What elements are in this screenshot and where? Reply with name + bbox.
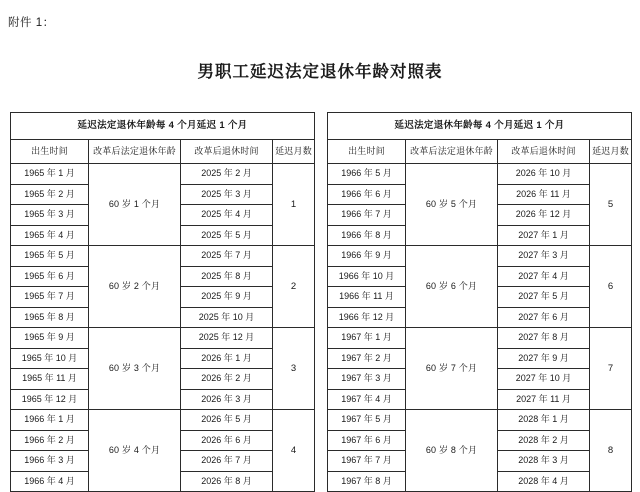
cell-birth: 1965 年 3 月 (11, 205, 89, 226)
cell-age: 60 岁 5 个月 (406, 164, 498, 246)
cell-retire: 2028 年 2 月 (498, 430, 590, 451)
cell-retire: 2026 年 10 月 (498, 164, 590, 185)
cell-delay: 2 (273, 246, 315, 328)
column-header-age: 改革后法定退休年龄 (89, 140, 181, 164)
cell-retire: 2025 年 12 月 (181, 328, 273, 349)
cell-retire: 2025 年 2 月 (181, 164, 273, 185)
cell-birth: 1966 年 9 月 (328, 246, 406, 267)
cell-retire: 2027 年 1 月 (498, 225, 590, 246)
cell-birth: 1966 年 5 月 (328, 164, 406, 185)
cell-retire: 2027 年 8 月 (498, 328, 590, 349)
table-row (328, 246, 632, 267)
cell-retire: 2025 年 7 月 (181, 246, 273, 267)
cell-retire: 2027 年 9 月 (498, 348, 590, 369)
cell-birth: 1967 年 4 月 (328, 389, 406, 410)
cell-age: 60 岁 7 个月 (406, 328, 498, 410)
cell-birth: 1965 年 2 月 (11, 184, 89, 205)
cell-retire: 2027 年 3 月 (498, 246, 590, 267)
cell-birth: 1967 年 7 月 (328, 451, 406, 472)
column-header-birth: 出生时间 (11, 140, 89, 164)
cell-retire: 2026 年 1 月 (181, 348, 273, 369)
cell-delay: 6 (590, 246, 632, 328)
cell-delay: 8 (590, 410, 632, 492)
cell-retire: 2025 年 8 月 (181, 266, 273, 287)
cell-age: 60 岁 4 个月 (89, 410, 181, 492)
table-header-row (11, 140, 315, 164)
cell-birth: 1965 年 4 月 (11, 225, 89, 246)
cell-retire: 2025 年 3 月 (181, 184, 273, 205)
cell-retire: 2026 年 8 月 (181, 471, 273, 492)
cell-delay: 4 (273, 410, 315, 492)
cell-birth: 1965 年 5 月 (11, 246, 89, 267)
column-header-retire: 改革后退休时间 (181, 140, 273, 164)
cell-birth: 1965 年 8 月 (11, 307, 89, 328)
cell-retire: 2026 年 6 月 (181, 430, 273, 451)
cell-birth: 1966 年 1 月 (11, 410, 89, 431)
column-header-age: 改革后法定退休年龄 (406, 140, 498, 164)
cell-retire: 2027 年 11 月 (498, 389, 590, 410)
retirement-schedule-tables (10, 112, 630, 492)
column-header-delay: 延迟月数 (273, 140, 315, 164)
cell-birth: 1967 年 6 月 (328, 430, 406, 451)
column-header-birth: 出生时间 (328, 140, 406, 164)
table-row (11, 246, 315, 267)
cell-retire: 2026 年 7 月 (181, 451, 273, 472)
cell-birth: 1965 年 9 月 (11, 328, 89, 349)
cell-retire: 2026 年 11 月 (498, 184, 590, 205)
column-header-retire: 改革后退休时间 (498, 140, 590, 164)
cell-retire: 2027 年 4 月 (498, 266, 590, 287)
cell-delay: 7 (590, 328, 632, 410)
page-title: 男职工延迟法定退休年龄对照表 (197, 63, 443, 81)
cell-age: 60 岁 1 个月 (89, 164, 181, 246)
cell-birth: 1966 年 6 月 (328, 184, 406, 205)
cell-birth: 1965 年 12 月 (11, 389, 89, 410)
cell-birth: 1967 年 5 月 (328, 410, 406, 431)
cell-delay: 5 (590, 164, 632, 246)
retirement-table-left (10, 112, 315, 492)
table-header-row (328, 140, 632, 164)
column-header-delay: 延迟月数 (590, 140, 632, 164)
table-banner-row (11, 113, 315, 140)
table-banner: 延迟法定退休年龄每 4 个月延迟 1 个月 (328, 113, 632, 140)
cell-retire: 2025 年 9 月 (181, 287, 273, 308)
cell-retire: 2027 年 6 月 (498, 307, 590, 328)
attachment-label: 附件 1： (8, 17, 55, 29)
cell-birth: 1965 年 10 月 (11, 348, 89, 369)
cell-birth: 1966 年 4 月 (11, 471, 89, 492)
cell-birth: 1966 年 12 月 (328, 307, 406, 328)
table-banner-row (328, 113, 632, 140)
cell-age: 60 岁 3 个月 (89, 328, 181, 410)
cell-birth: 1965 年 11 月 (11, 369, 89, 390)
cell-retire: 2026 年 12 月 (498, 205, 590, 226)
cell-retire: 2026 年 2 月 (181, 369, 273, 390)
cell-birth: 1966 年 3 月 (11, 451, 89, 472)
cell-birth: 1965 年 1 月 (11, 164, 89, 185)
cell-retire: 2027 年 10 月 (498, 369, 590, 390)
cell-delay: 1 (273, 164, 315, 246)
cell-birth: 1966 年 2 月 (11, 430, 89, 451)
cell-birth: 1966 年 7 月 (328, 205, 406, 226)
cell-age: 60 岁 8 个月 (406, 410, 498, 492)
cell-retire: 2025 年 4 月 (181, 205, 273, 226)
cell-birth: 1966 年 11 月 (328, 287, 406, 308)
table-row (11, 328, 315, 349)
cell-birth: 1967 年 1 月 (328, 328, 406, 349)
cell-birth: 1966 年 10 月 (328, 266, 406, 287)
table-row (328, 328, 632, 349)
cell-birth: 1967 年 8 月 (328, 471, 406, 492)
cell-retire: 2027 年 5 月 (498, 287, 590, 308)
table-row (11, 410, 315, 431)
cell-birth: 1965 年 6 月 (11, 266, 89, 287)
cell-age: 60 岁 2 个月 (89, 246, 181, 328)
table-row (11, 164, 315, 185)
cell-retire: 2028 年 3 月 (498, 451, 590, 472)
cell-retire: 2028 年 4 月 (498, 471, 590, 492)
cell-retire: 2025 年 10 月 (181, 307, 273, 328)
retirement-table-right (327, 112, 632, 492)
cell-age: 60 岁 6 个月 (406, 246, 498, 328)
table-banner: 延迟法定退休年龄每 4 个月延迟 1 个月 (11, 113, 315, 140)
cell-birth: 1967 年 2 月 (328, 348, 406, 369)
cell-birth: 1966 年 8 月 (328, 225, 406, 246)
cell-birth: 1967 年 3 月 (328, 369, 406, 390)
table-row (328, 410, 632, 431)
cell-retire: 2025 年 5 月 (181, 225, 273, 246)
cell-delay: 3 (273, 328, 315, 410)
table-row (328, 164, 632, 185)
cell-retire: 2026 年 5 月 (181, 410, 273, 431)
cell-retire: 2026 年 3 月 (181, 389, 273, 410)
cell-birth: 1965 年 7 月 (11, 287, 89, 308)
cell-retire: 2028 年 1 月 (498, 410, 590, 431)
